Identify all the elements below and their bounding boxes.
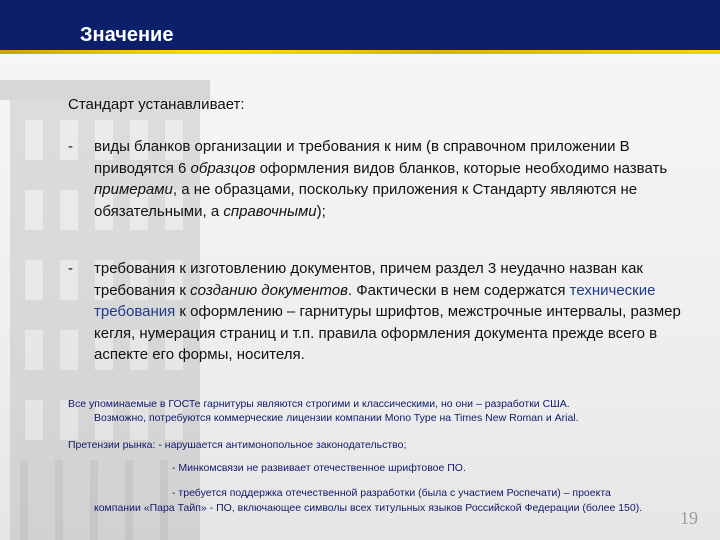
font-license-note: Все упоминаемые в ГОСТе гарнитуры являются строгими и классическими, но они – разработки США. Возможно, потребуются коммерческие лицензии компании Mono Type на Times New Roman и Arial. [68, 398, 579, 424]
domestic-development-note: - требуется поддержка отечественной разработки (была с участием Роспечати) – проекта компании «Пара Тайп» - ПО, включающее символы всех титульных языков Российской Федерации (более 150). [94, 487, 643, 514]
header-accent-stripe [0, 50, 720, 54]
bullet-dash: - [68, 260, 73, 277]
bullet-item-1 [68, 136, 693, 222]
bullet-item-2 [68, 258, 693, 366]
bullet-dash: - [68, 138, 73, 155]
intro-text: Стандарт устанавливает: [68, 96, 245, 113]
bullet-text: виды бланков организации и требования к ним (в справочном приложении В приводятся 6 образцов оформления видов бланков, которые необходимо назвать примерами, а не образцами, поскольку приложения к Стандарту являются не обязательными, а справочными); [94, 138, 668, 220]
ministry-note: - Минкомсвязи не развивает отечественное шрифтовое ПО. [172, 462, 466, 474]
slide-title: Значение [80, 24, 174, 46]
market-claims-note: Претензии рынка: - нарушается антимонопольное законодательство; [68, 439, 407, 451]
page-number: 19 [680, 508, 698, 528]
bullet-text: требования к изготовлению документов, причем раздел 3 неудачно назван как требования к созданию документов. Фактически в нем содержатся технические требования к оформлению – гарнитуры шрифтов, межстрочные интервалы, размер кегля, нумерация страниц и т.п. правила оформления документа прежде всего в аспекте его формы, носителя. [94, 260, 681, 363]
